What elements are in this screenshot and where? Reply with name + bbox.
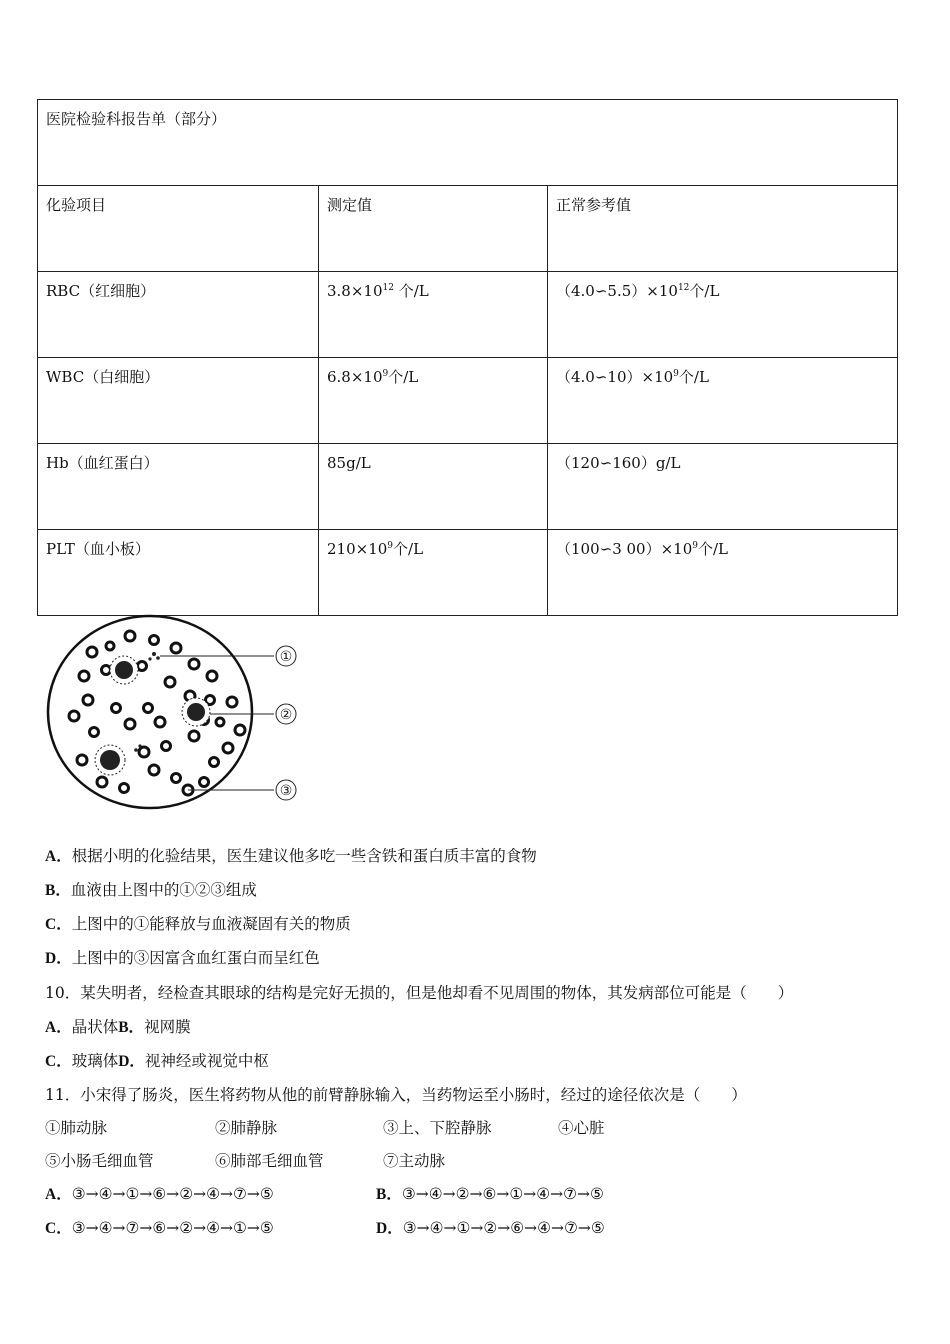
header-measured: 测定值 bbox=[319, 186, 548, 272]
lab-report-table bbox=[37, 99, 898, 616]
label-1: ① bbox=[279, 649, 293, 665]
q9-option-d: D．上图中的③因富含血红蛋白而呈红色 bbox=[45, 949, 320, 967]
q11-item: ⑥肺部毛细血管 bbox=[215, 1152, 324, 1170]
q9-option-c: C．上图中的①能释放与血液凝固有关的物质 bbox=[45, 915, 351, 933]
q11-item: ⑦主动脉 bbox=[383, 1152, 446, 1170]
q10-options-ab: A．晶状体B．视网膜 bbox=[45, 1018, 191, 1036]
row-item: Hb（血红蛋白） bbox=[38, 444, 319, 530]
table-title-row bbox=[38, 100, 898, 186]
q11-option-a: A．③→④→①→⑥→②→④→⑦→⑤ bbox=[45, 1185, 274, 1203]
table-row bbox=[38, 272, 898, 358]
row-reference: $(4.0∽5.5)\times 10^{12}$个/L bbox=[548, 272, 898, 358]
q10-options-cd: C．玻璃体D．视神经或视觉中枢 bbox=[45, 1052, 269, 1070]
blood-smear-diagram bbox=[44, 612, 306, 812]
table-row bbox=[38, 530, 898, 616]
row-reference: （120∽160）g/L bbox=[548, 444, 898, 530]
q11-item: ③上、下腔静脉 bbox=[383, 1119, 492, 1137]
label-3: ③ bbox=[279, 783, 293, 799]
row-measured: $3.8\times 10^{12}$ 个/L bbox=[319, 272, 548, 358]
table-header-row bbox=[38, 186, 898, 272]
row-item: PLT（血小板） bbox=[38, 530, 319, 616]
q11-stem: 11．小宋得了肠炎，医生将药物从他的前臂静脉输入，当药物运至小肠时，经过的途径依次是（ ） bbox=[45, 1086, 747, 1104]
label-2: ② bbox=[279, 707, 293, 723]
q11-item: ①肺动脉 bbox=[45, 1119, 108, 1137]
row-measured: $210\times 10^9$个/L bbox=[319, 530, 548, 616]
q10-stem: 10．某失明者，经检查其眼球的结构是完好无损的，但是他却看不见周围的物体，其发病部位可能是（ ） bbox=[45, 984, 794, 1002]
q11-item: ②肺静脉 bbox=[215, 1119, 278, 1137]
header-reference: 正常参考值 bbox=[548, 186, 898, 272]
row-reference: （100∽3 $00)\times 10^9$个/L bbox=[548, 530, 898, 616]
q9-option-b: B．血液由上图中的①②③组成 bbox=[45, 881, 257, 899]
row-measured: 85g/L bbox=[319, 444, 548, 530]
row-item: WBC（白细胞） bbox=[38, 358, 319, 444]
q11-option-d: D．③→④→①→②→⑥→④→⑦→⑤ bbox=[376, 1219, 605, 1237]
row-reference: $(4.0∽10)\times 10^9$个/L bbox=[548, 358, 898, 444]
table-row bbox=[38, 444, 898, 530]
row-item: RBC（红细胞） bbox=[38, 272, 319, 358]
row-measured: $6.8\times 10^9$个/L bbox=[319, 358, 548, 444]
table-row bbox=[38, 358, 898, 444]
q11-option-b: B．③→④→②→⑥→①→④→⑦→⑤ bbox=[376, 1185, 604, 1203]
q9-option-a: A．根据小明的化验结果，医生建议他多吃一些含铁和蛋白质丰富的食物 bbox=[45, 847, 537, 865]
q11-item: ④心脏 bbox=[558, 1119, 605, 1137]
q11-option-c: C．③→④→⑦→⑥→②→④→①→⑤ bbox=[45, 1219, 274, 1237]
table-title: 医院检验科报告单（部分） bbox=[38, 100, 898, 186]
q11-item: ⑤小肠毛细血管 bbox=[45, 1152, 154, 1170]
header-item: 化验项目 bbox=[38, 186, 319, 272]
label-markers bbox=[276, 646, 296, 800]
